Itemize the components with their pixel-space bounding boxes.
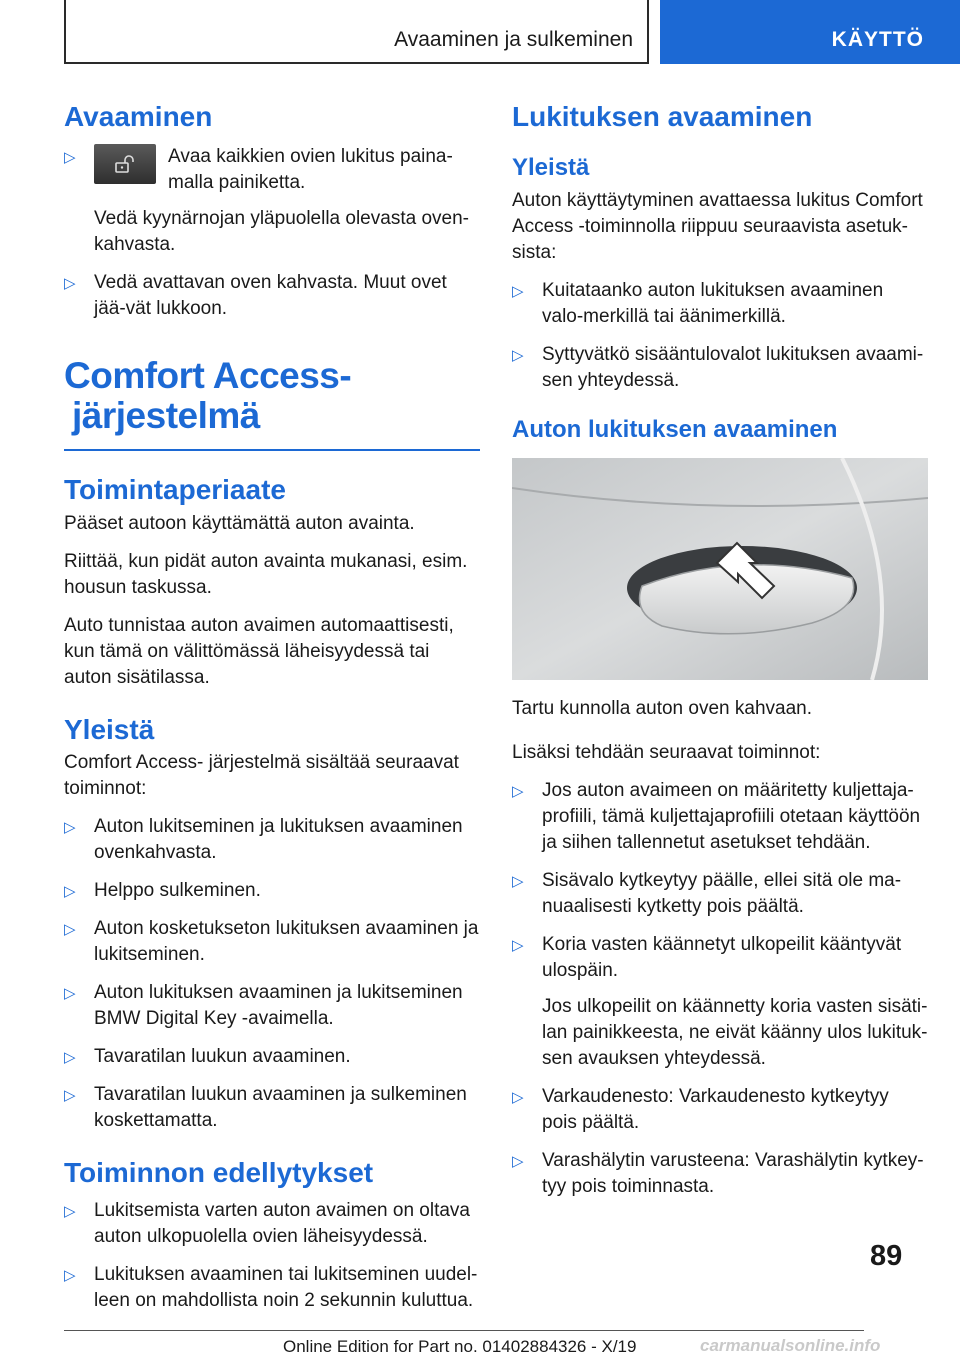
triangle-bullet-icon: ▷ [64,921,76,939]
lukituksen-avaaminen-heading: Lukituksen avaaminen [512,101,813,132]
list-item-text: Kuitataanko auton lukituksen avaaminen valo‐merkillä tai äänimerkillä. [542,279,884,327]
triangle-bullet-icon: ▷ [64,985,76,1003]
list-item-text: Jos auton avaimeen on määritetty kuljettaja‐profiili, tämä kuljettajaprofiili otetaan käyttöön ja siihen tallennetut asetukset tehdään. [542,779,921,853]
paragraph: Pääset autoon käyttämättä auton avainta. [64,512,415,534]
yleista-heading: Yleistä [64,713,155,745]
footer-divider [64,1330,864,1331]
list-item-text: Auton lukitseminen ja lukituksen avaaminen ovenkahvasta. [94,816,463,864]
paragraph: Auto tunnistaa auton avaimen automaattisesti, kun tämä on välittömässä läheisyydessä tai auton sisätilassa. [64,614,454,688]
triangle-bullet-icon: ▷ [64,1202,76,1220]
list-item [64,1082,480,1134]
comfort-access-heading-line2: järjestelmä [72,395,260,437]
list-item-continuation: Jos ulkopeilit on käännetty koria vasten sisäti‐lan painikkeesta, ne eivät käänny ulos lukituk‐sen avauksen yhteydessä. [542,995,928,1069]
list-item-text: Vedä avattavan oven kahvasta. Muut ovet jää‐vät lukkoon. [94,271,447,319]
paragraph: Auton käyttäytyminen avattaessa lukitus Comfort Access -toiminnolla riippuu seuraavista asetuk‐sista: [512,189,923,263]
triangle-bullet-icon: ▷ [64,148,76,166]
yleista-list [64,814,480,1134]
paragraph: Riittää, kun pidät auton avainta mukanasi, esim. housun taskussa. [64,550,468,598]
list-item [512,1148,928,1200]
list-item [512,868,928,920]
list-item [64,980,480,1032]
triangle-bullet-icon: ▷ [512,282,524,300]
list-item [64,878,480,904]
list-item [512,932,928,1072]
list-item-text: Auton kosketukseton lukituksen avaaminen ja lukitseminen. [94,918,479,966]
chapter-tab [64,0,649,64]
page-header [0,0,960,66]
toimintaperiaate-heading: Toimintaperiaate [64,473,286,505]
paragraph: Comfort Access- järjestelmä sisältää seuraavat toiminnot: [64,752,459,800]
right-column [512,100,928,1212]
triangle-bullet-icon: ▷ [512,872,524,890]
section-tab [660,0,960,64]
section-label: KÄYTTÖ [831,28,924,51]
auton-lukituksen-avaaminen-subheading: Auton lukituksen avaaminen [512,415,838,443]
edellytykset-list [64,1198,480,1314]
paragraph: Lisäksi tehdään seuraavat toiminnot: [512,741,821,763]
list-item [64,1044,480,1070]
comfort-access-heading-block [64,356,480,451]
list-item [64,814,480,866]
toiminnon-edellytykset-heading: Toiminnon edellytykset [64,1157,374,1189]
list-item [512,778,928,856]
triangle-bullet-icon: ▷ [64,819,76,837]
list-item [64,1198,480,1250]
triangle-bullet-icon: ▷ [64,274,76,292]
list-item-text: Syttyvätkö sisääntulovalot lukituksen avaami‐sen yhteydessä. [542,343,924,391]
list-item [512,1084,928,1136]
list-item-text: Auton lukituksen avaaminen ja lukitseminen BMW Digital Key -avaimella. [94,982,463,1030]
edition-text: Online Edition for Part no. 01402884326 - X/19 [283,1337,637,1356]
list-item-text: Tavaratilan luukun avaaminen ja sulkeminen koskettamatta. [94,1084,467,1132]
triangle-bullet-icon: ▷ [512,782,524,800]
unlock-button-icon [94,144,156,184]
list-item-text: Varkaudenesto: Varkaudenesto kytkeytyy pois päältä. [542,1085,889,1133]
list-item [64,270,480,322]
yleista-list [512,278,928,394]
list-item [512,342,928,394]
left-column [64,100,480,1326]
watermark: carmanualsonline.info [700,1336,881,1355]
page-number: 89 [870,1240,903,1272]
list-item-continuation: Vedä kyynärnojan yläpuolella olevasta oven‐kahvasta. [94,207,469,255]
list-item [64,1262,480,1314]
list-item-text: Helppo sulkeminen. [94,880,261,902]
list-item-text: Tavaratilan luukun avaaminen. [94,1046,351,1068]
list-item [512,278,928,330]
list-item-text: Lukitsemista varten auton avaimen on oltava auton ulkopuolella ovien läheisyydessä. [94,1199,470,1247]
toiminnot-list [512,778,928,1200]
triangle-bullet-icon: ▷ [64,1266,76,1284]
triangle-bullet-icon: ▷ [512,346,524,364]
avaaminen-list [64,144,480,322]
triangle-bullet-icon: ▷ [64,1087,76,1105]
list-item [64,916,480,968]
triangle-bullet-icon: ▷ [512,936,524,954]
list-item-text: Koria vasten käännetyt ulkopeilit kääntyvät ulospäin. [542,933,902,981]
triangle-bullet-icon: ▷ [512,1088,524,1106]
yleista-subheading: Yleistä [512,153,590,181]
list-item-text: Sisävalo kytkeytyy päälle, ellei sitä ole ma‐nuaalisesti kytketty pois päältä. [542,869,902,917]
comfort-access-heading-line1: Comfort Access- [64,354,352,396]
list-item-text: Varashälytin varusteena: Varashälytin kytkey‐tyy pois toiminnasta. [542,1149,924,1197]
chapter-title: Avaaminen ja sulkeminen [394,28,633,51]
paragraph: Tartu kunnolla auton oven kahvaan. [512,697,812,719]
triangle-bullet-icon: ▷ [64,883,76,901]
avaaminen-heading: Avaaminen [64,101,213,132]
list-item-text: Avaa kaikkien ovien lukitus paina‐malla painiketta. [168,145,453,193]
triangle-bullet-icon: ▷ [512,1152,524,1170]
door-handle-image [512,458,928,680]
triangle-bullet-icon: ▷ [64,1049,76,1067]
list-item-text: Lukituksen avaaminen tai lukitseminen uudel‐leen on mahdollista noin 2 sekunnin kuluttua. [94,1263,478,1311]
list-item [64,144,480,258]
